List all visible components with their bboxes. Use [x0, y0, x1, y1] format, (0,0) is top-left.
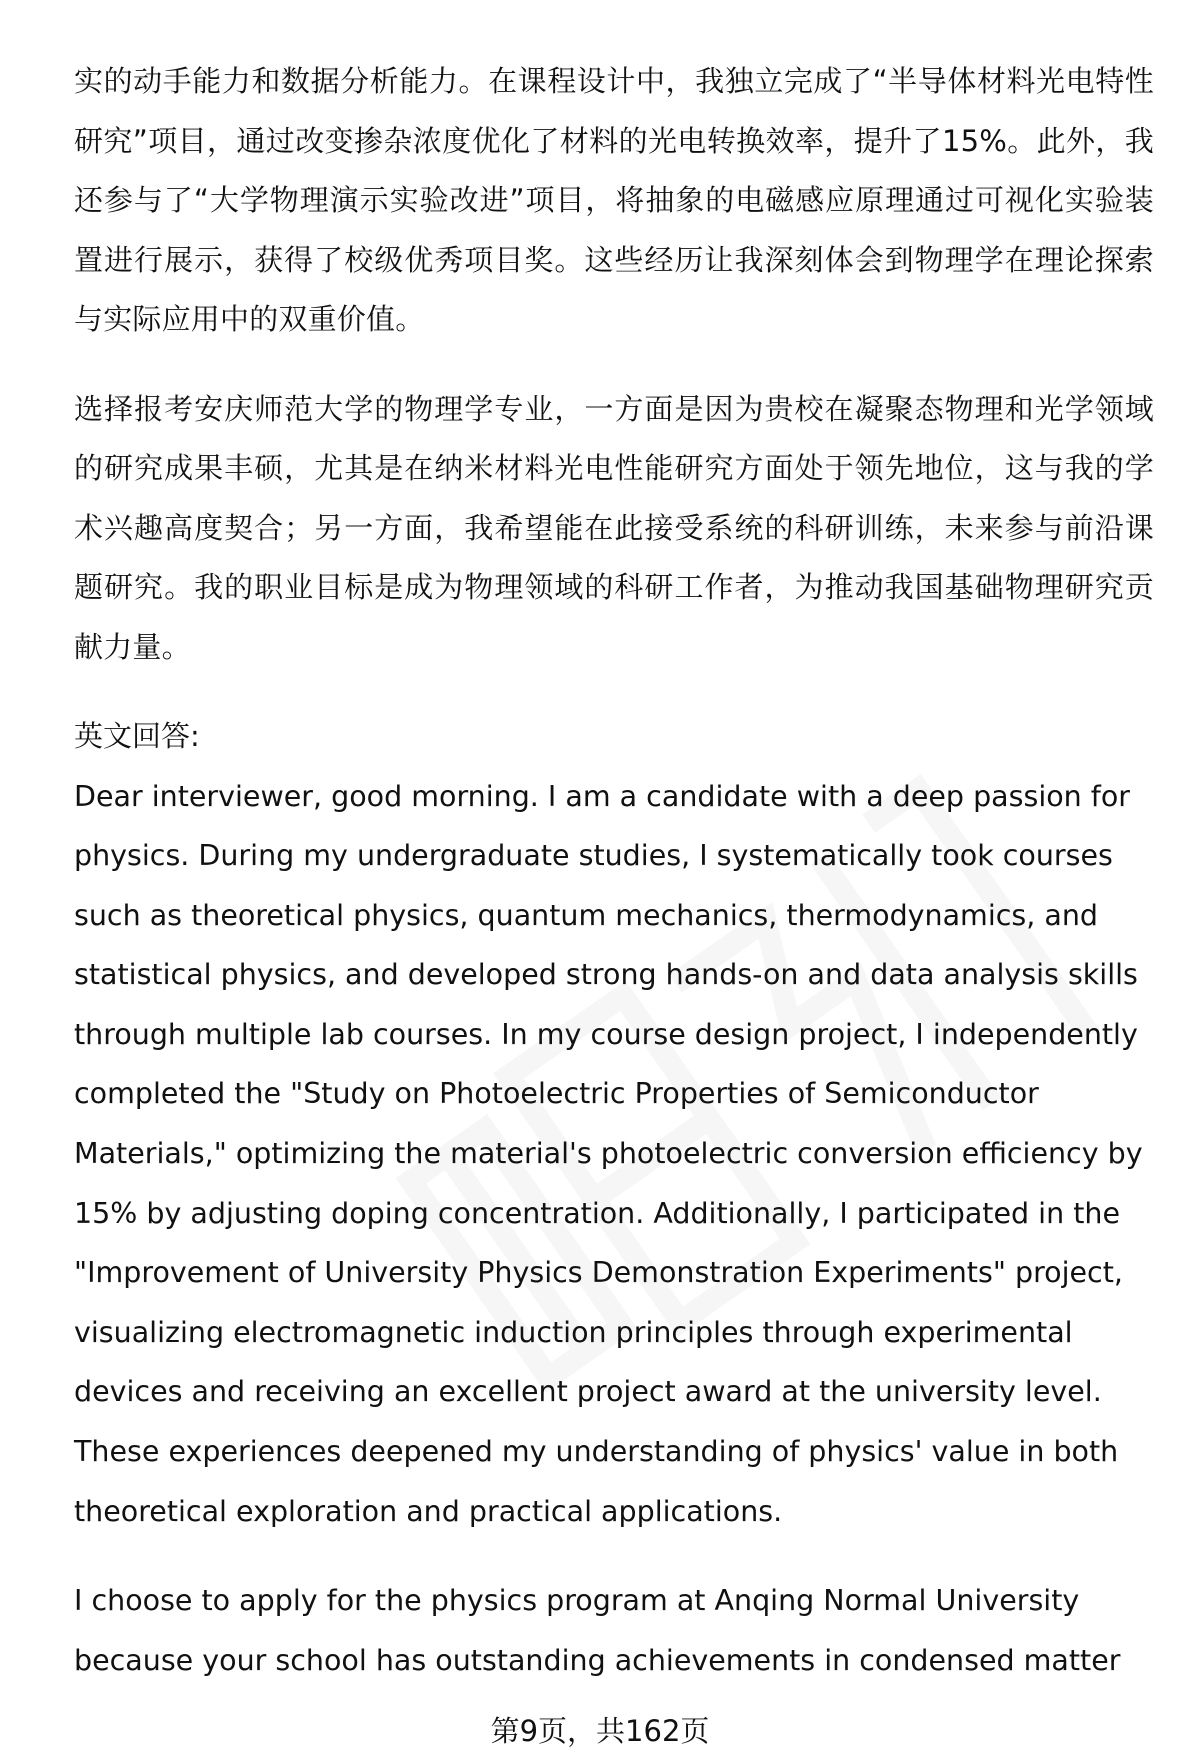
- paragraph-en-1: Dear interviewer, good morning. I am a candidate with a deep passion for physics. During my undergraduate studies, I systematically took courses such as theoretical physics, quantum mechanics, thermodynamics, and statistical physics, and developed strong hands-on and data analysis skills through multiple lab courses. In my course design project, I independently completed the "Study on Photoelectric Properties of Semiconductor Materials," optimizing the material's photoelectric conversion efficiency by 15% by adjusting doping concentration. Additionally, I participated in the "Improvement of University Physics Demonstration Experiments" project, visualizing electromagnetic induction principles through experimental devices and receiving an excellent project award at the university level. These experiences deepened my understanding of physics' value in both theoretical exploration and practical applications.: [74, 779, 1143, 1528]
- document-body: [74, 52, 1154, 1690]
- page-number-footer: 第9页，共162页: [490, 1714, 710, 1748]
- paragraph-zh-1: 实的动手能力和数据分析能力。在课程设计中，我独立完成了“半导体材料光电特性研究”项目，通过改变掺杂浓度优化了材料的光电转换效率，提升了15%。此外，我还参与了“大学物理演示实验改进”项目，将抽象的电磁感应原理通过可视化实验装置进行展示，获得了校级优秀项目奖。这些经历让我深刻体会到物理学在理论探索与实际应用中的双重价值。: [74, 64, 1154, 336]
- paragraph-zh-2: 选择报考安庆师范大学的物理学专业，一方面是因为贵校在凝聚态物理和光学领域的研究成果丰硕，尤其是在纳米材料光电性能研究方面处于领先地位，这与我的学术兴趣高度契合；另一方面，我希望能在此接受系统的科研训练，未来参与前沿课题研究。我的职业目标是成为物理领域的科研工作者，为推动我国基础物理研究贡献力量。: [74, 391, 1154, 664]
- paragraph-en-2: I choose to apply for the physics program at Anqing Normal University because your school has outstanding achievements in condensed matter: [74, 1584, 1121, 1677]
- english-answer-label: 英文回答:: [74, 719, 200, 753]
